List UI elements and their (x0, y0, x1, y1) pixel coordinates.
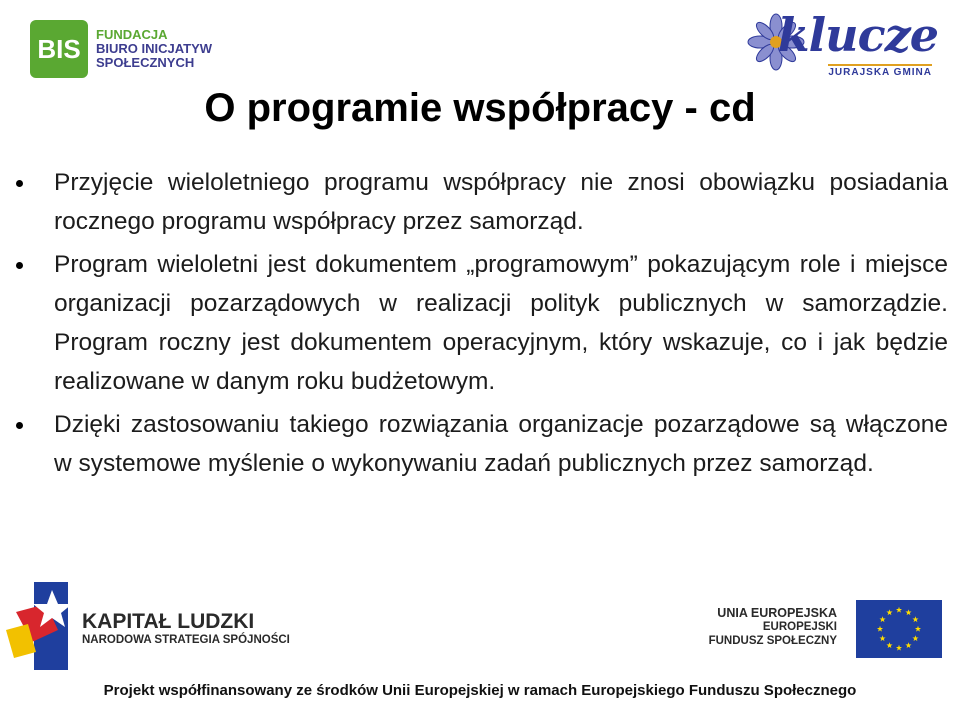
kapital-ludzki-emblem-icon (6, 582, 76, 672)
bullet-text: Program wieloletni jest dokumentem „programowym” pokazującym role i miejsce organizacji pozarządowych w realizacji polityk publicznych w samorządzie. Program roczny jest dokumentem operacyjnym, który wskazuje, co i jak będzie realizowane w danym roku budżetowym. (54, 251, 948, 395)
bis-badge-text: BIS (37, 33, 81, 64)
bullet-list (14, 163, 948, 487)
kapital-ludzki-logo (6, 582, 296, 672)
eu-flag-icon (856, 600, 942, 658)
bis-logo-line3: SPOŁECZNYCH (96, 55, 195, 70)
bis-logo-line2: BIURO INICJATYW (96, 41, 213, 56)
kapital-ludzki-subtitle: NARODOWA STRATEGIA SPÓJNOŚCI (82, 634, 290, 646)
bullet-text: Przyjęcie wieloletniego programu współpracy nie znosi obowiązku posiadania rocznego programu współpracy przez samorząd. (54, 169, 948, 235)
bullet-item (14, 163, 948, 241)
kapital-ludzki-title: KAPITAŁ LUDZKI (82, 610, 255, 633)
bullet-item (14, 405, 948, 483)
klucze-wordmark: klucze (777, 8, 938, 62)
bullet-dot-icon (16, 262, 23, 269)
eu-social-fund-logo (702, 596, 942, 660)
klucze-subtitle: JURAJSKA GMINA (828, 64, 932, 78)
bis-logo-line1: FUNDACJA (96, 27, 168, 42)
slide-title-text: O programie współpracy - cd (204, 86, 756, 130)
eu-line2: EUROPEJSKI (762, 621, 837, 633)
bis-logo-text (96, 28, 212, 70)
eu-line3: FUNDUSZ SPOŁECZNY (708, 635, 837, 647)
bullet-dot-icon (16, 422, 23, 429)
bullet-dot-icon (16, 180, 23, 187)
slide-title (0, 86, 960, 131)
bis-foundation-logo (30, 20, 212, 78)
bis-badge (30, 20, 88, 78)
funding-note: Projekt współfinansowany ze środków Unii Europejskiej w ramach Europejskiego Funduszu Społecznego (103, 682, 857, 699)
eu-logo-text (702, 606, 837, 648)
bullet-item (14, 245, 948, 401)
eu-line1: UNIA EUROPEJSKA (717, 606, 837, 620)
bullet-text: Dzięki zastosowaniu takiego rozwiązania organizacje pozarządowe są włączone w systemowe myślenie o wykonywaniu zadań publicznych przez samorząd. (54, 411, 948, 477)
klucze-gmina-logo (746, 8, 946, 80)
